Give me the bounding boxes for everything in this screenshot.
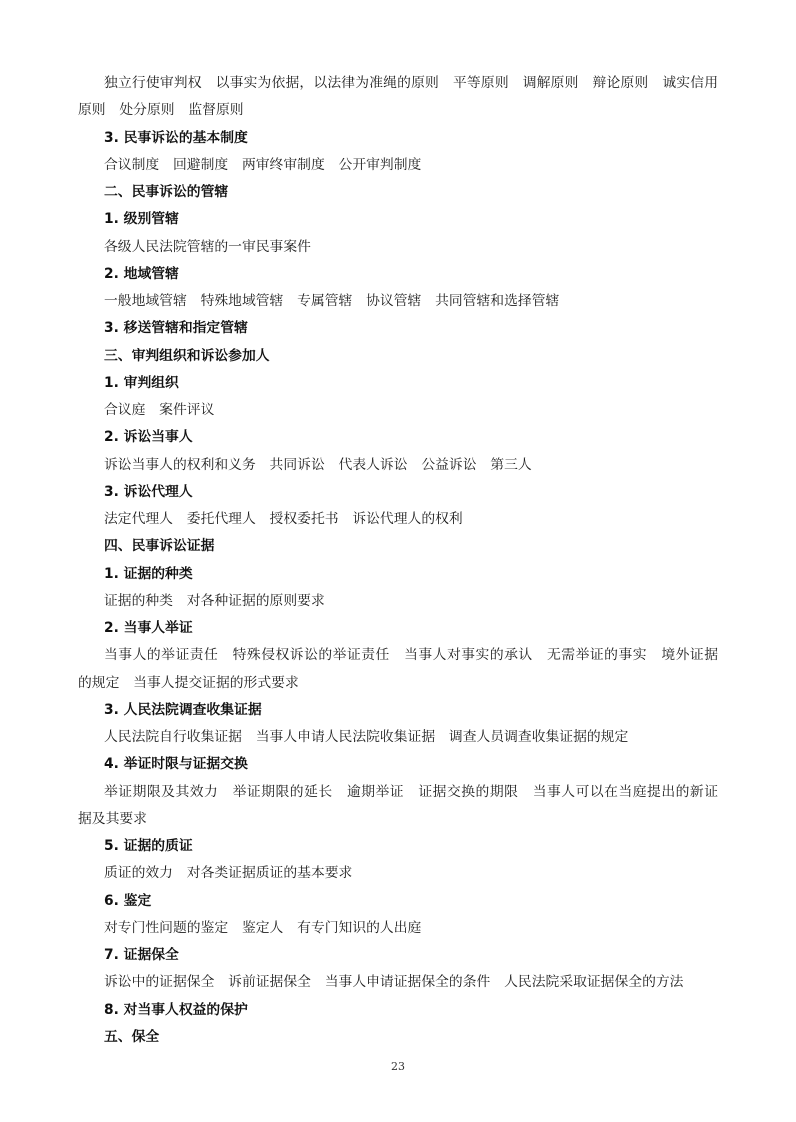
paragraph-line: 独立行使审判权 以事实为依据，以法律为准绳的原则 平等原则 调解原则 辩论原则 诚实信用 bbox=[104, 75, 718, 91]
paragraph-line: 质证的效力 对各类证据质证的基本要求 bbox=[104, 865, 353, 882]
paragraph-line: 一般地域管辖 特殊地域管辖 专属管辖 协议管辖 共同管辖和选择管辖 bbox=[104, 293, 560, 309]
subsection-heading: 4. 举证时限与证据交换 bbox=[104, 756, 248, 773]
subsection-heading: 3. 民事诉讼的基本制度 bbox=[104, 129, 248, 146]
paragraph-line: 证据的种类 对各种证据的原则要求 bbox=[104, 592, 325, 609]
subsection-heading: 7. 证据保全 bbox=[104, 947, 179, 963]
subsection-heading: 1. 证据的种类 bbox=[104, 565, 193, 582]
paragraph-line-continued: 据及其要求 bbox=[78, 810, 147, 827]
subsection-heading: 2. 诉讼当事人 bbox=[104, 429, 193, 446]
subsection-heading: 1. 级别管辖 bbox=[104, 211, 179, 228]
paragraph-line: 法定代理人 委托代理人 授权委托书 诉讼代理人的权利 bbox=[104, 511, 463, 527]
paragraph-line-continued: 的规定 当事人提交证据的形式要求 bbox=[78, 674, 299, 691]
subsection-heading: 3. 移送管辖和指定管辖 bbox=[104, 320, 248, 337]
section-heading: 四、民事诉讼证据 bbox=[104, 538, 215, 555]
paragraph-line: 合议庭 案件评议 bbox=[104, 402, 215, 418]
paragraph-line: 举证期限及其效力 举证期限的延长 逾期举证 证据交换的期限 当事人可以在当庭提出的新证 bbox=[104, 783, 718, 800]
section-heading: 二、民事诉讼的管辖 bbox=[104, 184, 229, 200]
section-heading: 三、审判组织和诉讼参加人 bbox=[104, 347, 270, 364]
page-number: 23 bbox=[391, 1060, 405, 1073]
paragraph-line: 诉讼中的证据保全 诉前证据保全 当事人申请证据保全的条件 人民法院采取证据保全的方法 bbox=[104, 974, 684, 991]
paragraph-line: 诉讼当事人的权利和义务 共同诉讼 代表人诉讼 公益诉讼 第三人 bbox=[104, 456, 532, 473]
paragraph-line: 对专门性问题的鉴定 鉴定人 有专门知识的人出庭 bbox=[104, 919, 422, 936]
section-heading: 五、保全 bbox=[104, 1028, 160, 1045]
subsection-heading: 6. 鉴定 bbox=[104, 892, 152, 909]
paragraph-line: 人民法院自行收集证据 当事人申请人民法院收集证据 调查人员调查收集证据的规定 bbox=[104, 729, 629, 745]
paragraph-line: 各级人民法院管辖的一审民事案件 bbox=[104, 238, 311, 255]
subsection-heading: 2. 当事人举证 bbox=[104, 620, 193, 636]
subsection-heading: 8. 对当事人权益的保护 bbox=[104, 1001, 248, 1018]
subsection-heading: 2. 地域管辖 bbox=[104, 265, 179, 282]
subsection-heading: 1. 审判组织 bbox=[104, 374, 179, 391]
paragraph-line-continued: 原则 处分原则 监督原则 bbox=[78, 102, 244, 119]
subsection-heading: 3. 人民法院调查收集证据 bbox=[104, 701, 262, 718]
subsection-heading: 3. 诉讼代理人 bbox=[104, 483, 193, 500]
paragraph-line: 合议制度 回避制度 两审终审制度 公开审判制度 bbox=[104, 156, 422, 173]
paragraph-line: 当事人的举证责任 特殊侵权诉讼的举证责任 当事人对事实的承认 无需举证的事实 境外证据 bbox=[104, 647, 718, 664]
subsection-heading: 5. 证据的质证 bbox=[104, 838, 193, 854]
document-page-body bbox=[78, 70, 718, 1051]
